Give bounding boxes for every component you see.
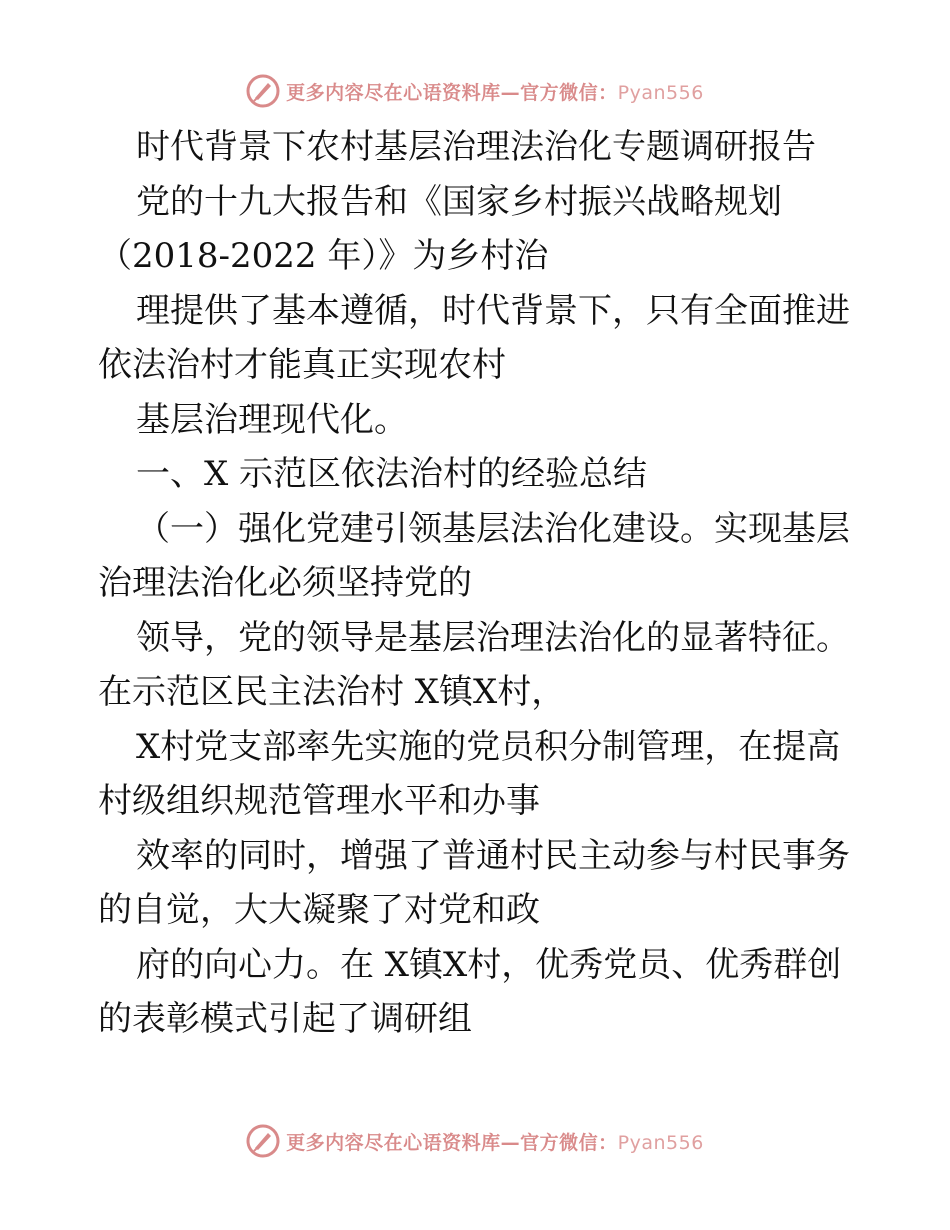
watermark-id: Pyan556 xyxy=(617,1131,704,1154)
text-line: 理提供了基本遵循，时代背景下，只有全面推进 xyxy=(136,290,850,331)
text-line: 治理法治化必须坚持党的 xyxy=(98,563,472,603)
footer-watermark xyxy=(0,1121,950,1161)
quill-logo-icon xyxy=(246,74,280,108)
text-line: 的自觉，大大凝聚了对党和政 xyxy=(98,890,540,930)
watermark-text: 更多内容尽在心语资料库—官方微信：Pyan556 xyxy=(286,81,704,104)
text-line: 基层治理现代化。 xyxy=(136,399,408,440)
text-line: X村党支部率先实施的党员积分制管理，在提高 xyxy=(136,726,841,767)
watermark-id: Pyan556 xyxy=(617,81,704,104)
text-line: （一）强化党建引领基层法治化建设。实现基层 xyxy=(136,508,850,549)
text-line: 效率的同时，增强了普通村民主动参与村民事务 xyxy=(136,835,850,876)
text-line: 府的向心力。在 X镇X村，优秀党员、优秀群创 xyxy=(136,944,842,985)
text-line: 党的十九大报告和《国家乡村振兴战略规划 xyxy=(136,181,782,222)
quill-logo-icon xyxy=(246,1124,280,1158)
watermark-text: 更多内容尽在心语资料库—官方微信：Pyan556 xyxy=(286,1131,704,1154)
text-line: 领导，党的领导是基层治理法治化的显著特征。 xyxy=(136,617,850,658)
text-line: 依法治村才能真正实现农村 xyxy=(98,345,506,385)
document-body xyxy=(98,120,858,1047)
text-line: （2018-2022 年）》为乡村治 xyxy=(98,236,549,276)
text-line: 在示范区民主法治村 X镇X村， xyxy=(98,672,566,712)
text-line: 一、X 示范区依法治村的经验总结 xyxy=(136,454,648,494)
text-line: 的表彰模式引起了调研组 xyxy=(98,999,472,1039)
text-line: 村级组织规范管理水平和办事 xyxy=(98,781,540,821)
text-line: 时代背景下农村基层治理法治化专题调研报告 xyxy=(136,127,816,167)
header-watermark xyxy=(0,71,950,111)
